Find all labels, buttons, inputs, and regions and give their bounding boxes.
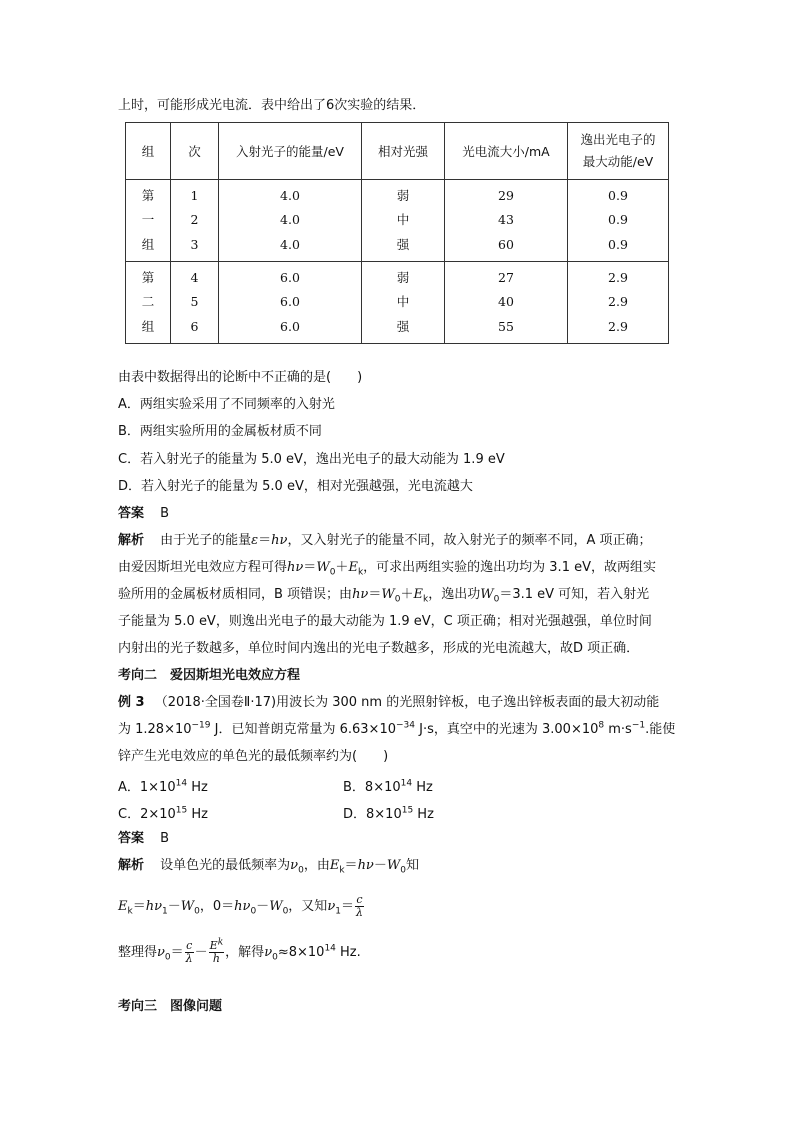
analysis-line-4: 子能量为 5.0 eV，则逸出光电子的最大动能为 1.9 eV，C 项正确；相对光强越强，单位时间 [118, 614, 652, 629]
analysis-label: 解析 [118, 533, 145, 548]
intro-text: 上时，可能形成光电流．表中给出了6次实验的结果． [118, 98, 426, 113]
current-cell: 29 43 60 [445, 180, 568, 262]
question-stem: 由表中数据得出的论断中不正确的是( ) [118, 370, 363, 385]
option-b: B．两组实验所用的金属板材质不同 [118, 424, 322, 439]
option-a: A．$1\times 10^{14}$ Hz [118, 778, 208, 795]
option-b: B．$8\times 10^{14}$ Hz [343, 778, 433, 795]
trial-cell: 1 2 3 [171, 180, 219, 262]
option-a: A．两组实验采用了不同频率的入射光 [118, 397, 335, 412]
answer-value: B [160, 506, 170, 521]
option-c: C．若入射光子的能量为 5.0 eV，逸出光电子的最大动能为 1.9 eV [118, 452, 505, 467]
option-d: D．$8\times 10^{15}$ Hz [343, 805, 434, 822]
answer-line [118, 505, 169, 523]
kinetic-cell: 0.9 0.9 0.9 [568, 180, 669, 262]
answer-label: 答案 [118, 506, 145, 521]
example-3-line-1: 例 3 （2018·全国卷Ⅱ·17)用波长为 300 nm 的光照射锌板，电子逸出锌板表面的最大初动能 [118, 695, 660, 710]
analysis-line-3: 验所用的金属板材质相同，B 项错误；由$h\nu=W_0+E_k$，逸出功$W_0=3.1$ eV 可知，若入射光 [118, 587, 650, 605]
fraction-c-over-lambda: $\frac{c}{\lambda}$ [355, 893, 363, 919]
section-title-3: 考向三 图像问题 [118, 999, 223, 1014]
table-row [126, 262, 669, 344]
intensity-cell: 弱 中 强 [362, 180, 445, 262]
example-label: 例 3 [118, 695, 145, 710]
analysis-line-1: 解析 由于光子的能量ε＝hν，又入射光子的能量不同，故入射光子的频率不同，A 项正确； [118, 533, 652, 548]
table-row [126, 180, 669, 262]
energy-cell: 4.0 4.0 4.0 [219, 180, 362, 262]
answer-line [118, 830, 169, 848]
analysis-line-3: 整理得$\nu_0=$ $\frac{c}{\lambda}$ － $\frac{E^k}{h}$ ，解得$\nu_0\approx 8\times 10^{14}$ Hz. [118, 937, 361, 965]
current-cell: 27 40 55 [445, 262, 568, 344]
analysis-line-5: 内射出的光子数越多，单位时间内逸出的光电子数越多，形成的光电流越大，故D 项正确． [118, 641, 640, 656]
energy-cell: 6.0 6.0 6.0 [219, 262, 362, 344]
analysis-label: 解析 [118, 858, 145, 873]
header-intensity: 相对光强 [362, 123, 445, 180]
example-3-line-2: 为 $1.28\times 10^{-19}$ J．已知普朗克常量为 $6.63\times 10^{-34}$ J·s，真空中的光速为 $3.00\times 10^8$ $m\cdot s^{-1}$.能使 [118, 720, 676, 737]
header-kinetic: 逸出光电子的 最大动能/eV [568, 123, 669, 180]
answer-label: 答案 [118, 831, 145, 846]
experiment-table [125, 122, 669, 344]
example-3-line-3: 锌产生光电效应的单色光的最低频率约为( ) [118, 749, 389, 764]
group-label: 第 二 组 [126, 262, 171, 344]
group-label: 第 一 组 [126, 180, 171, 262]
header-group: 组 [126, 123, 171, 180]
table-header-row [126, 123, 669, 180]
section-title-2: 考向二 爱因斯坦光电效应方程 [118, 668, 301, 683]
header-current: 光电流大小/mA [445, 123, 568, 180]
trial-cell: 4 5 6 [171, 262, 219, 344]
intensity-cell: 弱 中 强 [362, 262, 445, 344]
answer-value: B [160, 831, 170, 846]
header-trial: 次 [171, 123, 219, 180]
analysis-line-1: 解析 设单色光的最低频率为$\nu_0$，由$E_k=h\nu-W_0$知 [118, 858, 419, 876]
kinetic-cell: 2.9 2.9 2.9 [568, 262, 669, 344]
option-c: C．$2\times 10^{15}$ Hz [118, 805, 208, 822]
analysis-line-2: 由爱因斯坦光电效应方程可得$h\nu=W_0+E_k$，可求出两组实验的逸出功均为 3.1 eV，故两组实 [118, 560, 656, 578]
option-d: D．若入射光子的能量为 5.0 eV，相对光强越强，光电流越大 [118, 479, 473, 494]
header-energy: 入射光子的能量/eV [219, 123, 362, 180]
analysis-line-2: $E_k=h\nu_1-W_0$，$0=h\nu_0-W_0$，又知$\nu_1=$ $\frac{c}{\lambda}$ [118, 893, 363, 919]
